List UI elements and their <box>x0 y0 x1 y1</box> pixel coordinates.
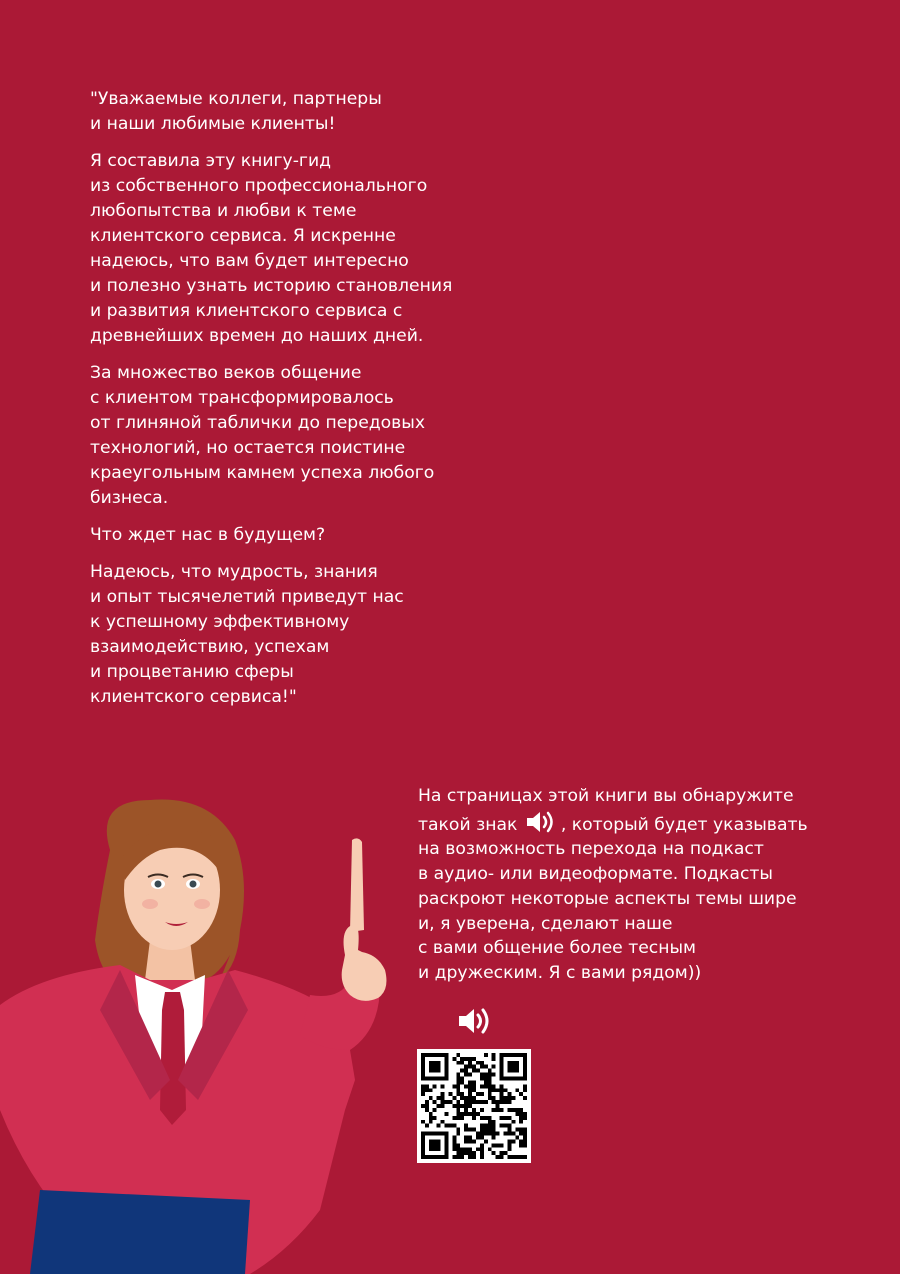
tie <box>160 992 186 1125</box>
author-illustration <box>0 780 420 1274</box>
podcast-note <box>418 784 818 986</box>
letter-paragraph-2: За множество веков общение с клиентом трансформировалось от глиняной таблички до передовых технологий, но остается поистине краеугольным камнем успеха любого бизнеса. <box>90 363 435 508</box>
speaker-icon[interactable] <box>457 1005 493 1037</box>
author-letter <box>90 87 470 722</box>
letter-closing: Надеюсь, что мудрость, знания и опыт тысячелетий приведут нас к успешному эффективному взаимодействию, успехам и процветанию сферы клиентского сервиса!" <box>90 562 404 707</box>
letter-greeting: "Уважаемые коллеги, партнеры и наши любимые клиенты! <box>90 89 382 134</box>
letter-paragraph-1: Я составила эту книгу-гид из собственного профессионального любопытства и любви к теме клиентского сервиса. Я искренне надеюсь, что вам будет интересно и полезно узнать историю становления и развития клиентского сервиса с древнейших времен до наших дней. <box>90 151 453 346</box>
note-text-start: На страницах этой книги вы обнаружите такой знак <box>418 786 794 835</box>
qr-code[interactable] <box>417 1049 531 1163</box>
pointing-hand <box>342 925 387 1001</box>
letter-question: Что ждет нас в будущем? <box>90 525 326 545</box>
note-text-end: , который будет указывать на возможность перехода на подкаст в аудио- или видеоформате. Подкасты раскроют некоторые аспекты темы шире и, я уверена, сделают наше с вами общение более тесным и дружеским. Я с вами рядом)) <box>418 814 808 983</box>
speaker-icon <box>525 809 559 835</box>
trousers <box>30 1190 250 1274</box>
